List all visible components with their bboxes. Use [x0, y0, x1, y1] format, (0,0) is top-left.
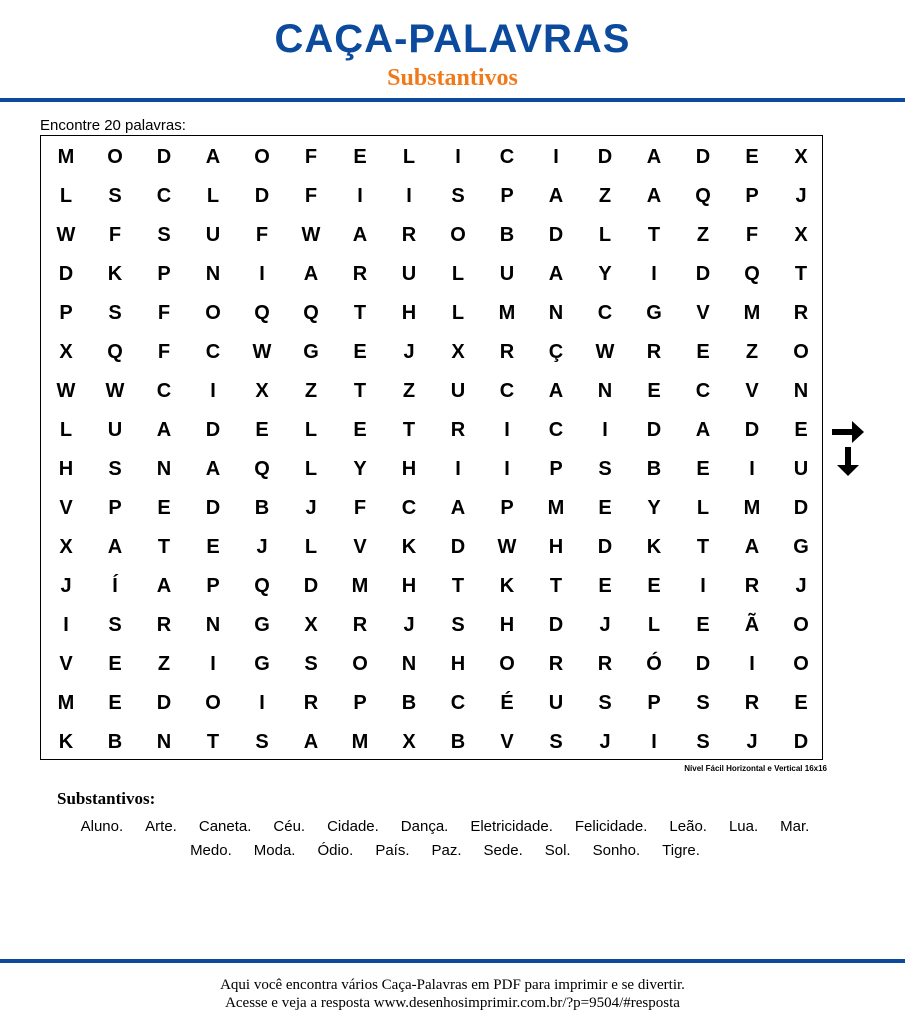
- grid-letter: P: [500, 185, 514, 207]
- grid-letter: Z: [745, 341, 759, 363]
- grid-letter: A: [450, 497, 466, 519]
- grid-letter: Z: [402, 380, 416, 402]
- grid-letter: I: [651, 731, 657, 753]
- grid-letter: Ç: [548, 341, 564, 363]
- grid-letter: L: [59, 419, 73, 441]
- grid-letter: Ã: [744, 614, 760, 636]
- grid-letter: B: [646, 458, 662, 480]
- grid-letter: I: [553, 146, 559, 168]
- grid-letter: S: [304, 653, 318, 675]
- grid-letter: E: [794, 419, 808, 441]
- level-note: Nível Fácil Horizontal e Vertical 16x16: [684, 764, 827, 773]
- grid-letter: F: [353, 497, 367, 519]
- grid-letter: L: [304, 536, 318, 558]
- word-list-item: Sol.: [544, 842, 571, 859]
- grid-letter: S: [157, 224, 171, 246]
- grid-letter: X: [402, 731, 416, 753]
- grid-letter: R: [744, 575, 760, 597]
- word-list-item: Paz.: [431, 842, 462, 859]
- grid-letter: O: [107, 146, 123, 168]
- grid-letter: P: [157, 263, 171, 285]
- word-list-item: Dança.: [400, 818, 449, 835]
- grid-letter: B: [450, 731, 466, 753]
- grid-letter: L: [206, 185, 220, 207]
- grid-letter: M: [498, 302, 516, 324]
- word-list-row-2: [40, 841, 850, 861]
- grid-letter: E: [647, 380, 661, 402]
- grid-letter: B: [401, 692, 417, 714]
- grid-letter: S: [696, 731, 710, 753]
- grid-letter: R: [401, 224, 417, 246]
- grid-letter: P: [549, 458, 563, 480]
- grid-letter: W: [252, 341, 272, 363]
- grid-letter: E: [255, 419, 269, 441]
- grid-letter: H: [401, 575, 417, 597]
- grid-letter: B: [499, 224, 515, 246]
- grid-letter: E: [598, 497, 612, 519]
- word-list-item: Céu.: [273, 818, 306, 835]
- word-list-item: Arte.: [145, 818, 177, 835]
- grid-letter: D: [450, 536, 466, 558]
- grid-letter: V: [696, 302, 710, 324]
- grid-letter: F: [304, 185, 318, 207]
- grid-letter: T: [402, 419, 416, 441]
- grid-letter: I: [259, 692, 265, 714]
- word-list-item: Eletricidade.: [470, 818, 553, 835]
- grid-letter: Q: [303, 302, 319, 324]
- grid-letter: F: [157, 341, 171, 363]
- word-list-item: Cidade.: [327, 818, 379, 835]
- grid-letter: R: [499, 341, 515, 363]
- vertical-arrow-icon: [830, 445, 866, 481]
- grid-letter: H: [58, 458, 74, 480]
- grid-letter: E: [598, 575, 612, 597]
- grid-letter: M: [351, 575, 369, 597]
- grid-letter: W: [595, 341, 615, 363]
- grid-letter: D: [548, 614, 564, 636]
- grid-letter: Ó: [646, 653, 662, 675]
- grid-letter: C: [205, 341, 221, 363]
- grid-letter: N: [156, 731, 172, 753]
- grid-letter: I: [210, 380, 216, 402]
- grid-letter: N: [401, 653, 417, 675]
- word-list-title: Substantivos:: [57, 789, 156, 808]
- grid-letter: R: [597, 653, 613, 675]
- grid-letter: A: [548, 263, 564, 285]
- grid-letter: W: [105, 380, 125, 402]
- grid-letter: D: [156, 146, 172, 168]
- word-list-item: Sonho.: [592, 842, 641, 859]
- grid-letter: K: [401, 536, 417, 558]
- grid-letter: E: [647, 575, 661, 597]
- page-title: CAÇA-PALAVRAS: [274, 17, 631, 61]
- grid-letter: S: [451, 614, 465, 636]
- grid-letter: T: [157, 536, 171, 558]
- grid-letter: I: [504, 419, 510, 441]
- grid-letter: B: [254, 497, 270, 519]
- grid-letter: Q: [744, 263, 760, 285]
- grid-letter: C: [156, 185, 172, 207]
- grid-letter: I: [357, 185, 363, 207]
- grid-letter: X: [794, 224, 808, 246]
- grid-letter: N: [548, 302, 564, 324]
- grid-letter: Í: [112, 575, 118, 597]
- grid-letter: J: [403, 614, 415, 636]
- grid-letter: C: [695, 380, 711, 402]
- grid-letter: I: [749, 458, 755, 480]
- grid-letter: T: [206, 731, 220, 753]
- grid-letter: L: [451, 263, 465, 285]
- grid-letter: V: [745, 380, 759, 402]
- grid-letter: S: [549, 731, 563, 753]
- grid-letter: D: [254, 185, 270, 207]
- grid-letter: S: [598, 692, 612, 714]
- grid-letter: R: [156, 614, 172, 636]
- grid-letter: A: [156, 575, 172, 597]
- grid-letter: G: [303, 341, 319, 363]
- grid-letter: S: [108, 185, 122, 207]
- grid-letter: V: [500, 731, 514, 753]
- grid-letter: Z: [157, 653, 171, 675]
- grid-letter: Z: [696, 224, 710, 246]
- grid-letter: E: [696, 341, 710, 363]
- grid-letter: A: [646, 146, 662, 168]
- grid-letter: M: [57, 146, 75, 168]
- grid-letter: I: [210, 653, 216, 675]
- grid-letter: Q: [254, 458, 270, 480]
- grid-letter: H: [548, 536, 564, 558]
- grid-letter: X: [304, 614, 318, 636]
- grid-letter: L: [402, 146, 416, 168]
- grid-letter: N: [793, 380, 809, 402]
- grid-letter: O: [793, 653, 809, 675]
- word-list-item: Aluno.: [80, 818, 124, 835]
- grid-letter: V: [59, 653, 73, 675]
- grid-letter: D: [695, 263, 711, 285]
- grid-letter: C: [156, 380, 172, 402]
- word-list-item: Lua.: [728, 818, 759, 835]
- grid-letter: W: [56, 380, 76, 402]
- grid-letter: W: [56, 224, 76, 246]
- grid-letter: O: [254, 146, 270, 168]
- grid-letter: F: [255, 224, 269, 246]
- grid-letter: O: [793, 614, 809, 636]
- grid-letter: J: [599, 731, 611, 753]
- grid-letter: H: [401, 458, 417, 480]
- footer-divider: [0, 959, 905, 963]
- grid-letter: I: [455, 146, 461, 168]
- grid-letter: R: [548, 653, 564, 675]
- grid-letter: D: [744, 419, 760, 441]
- grid-letter: J: [795, 575, 807, 597]
- grid-letter: W: [497, 536, 517, 558]
- grid-letter: D: [205, 419, 221, 441]
- grid-letter: O: [205, 692, 221, 714]
- header-divider: [0, 98, 905, 102]
- grid-letter: J: [305, 497, 317, 519]
- grid-letter: S: [255, 731, 269, 753]
- grid-letter: C: [499, 146, 515, 168]
- grid-letter: R: [303, 692, 319, 714]
- grid-letter: J: [60, 575, 72, 597]
- grid-letter: X: [59, 341, 73, 363]
- grid-letter: J: [795, 185, 807, 207]
- instructions: Encontre 20 palavras:: [40, 117, 186, 134]
- grid-letter: A: [205, 458, 221, 480]
- grid-letter: G: [254, 614, 270, 636]
- grid-letter: I: [602, 419, 608, 441]
- grid-letter: R: [352, 614, 368, 636]
- grid-letter: Q: [107, 341, 123, 363]
- grid-letter: L: [304, 419, 318, 441]
- grid-letter: F: [745, 224, 759, 246]
- grid-letter: A: [352, 224, 368, 246]
- word-list-item: Mar.: [780, 818, 810, 835]
- grid-letter: C: [401, 497, 417, 519]
- grid-letter: R: [450, 419, 466, 441]
- grid-letter: T: [696, 536, 710, 558]
- grid-letter: H: [499, 614, 515, 636]
- grid-letter: P: [353, 692, 367, 714]
- grid-letter: É: [500, 692, 514, 714]
- grid-letter: U: [499, 263, 515, 285]
- word-list-item: Sede.: [483, 842, 523, 859]
- grid-letter: E: [353, 341, 367, 363]
- grid-letter: T: [353, 380, 367, 402]
- grid-letter: A: [156, 419, 172, 441]
- grid-letter: S: [108, 302, 122, 324]
- grid-letter: J: [256, 536, 268, 558]
- grid-letter: N: [205, 614, 221, 636]
- grid-letter: Q: [254, 575, 270, 597]
- grid-letter: X: [451, 341, 465, 363]
- grid-letter: W: [301, 224, 321, 246]
- grid-letter: Y: [353, 458, 367, 480]
- grid-letter: D: [58, 263, 74, 285]
- grid-letter: O: [205, 302, 221, 324]
- grid-letter: D: [156, 692, 172, 714]
- grid-letter: K: [646, 536, 662, 558]
- grid-letter: E: [206, 536, 220, 558]
- grid-letter: A: [303, 263, 319, 285]
- grid-letter: O: [499, 653, 515, 675]
- grid-letter: T: [353, 302, 367, 324]
- grid-letter: L: [451, 302, 465, 324]
- grid-letter: I: [504, 458, 510, 480]
- grid-letter: D: [695, 653, 711, 675]
- grid-letter: E: [696, 614, 710, 636]
- grid-letter: I: [455, 458, 461, 480]
- grid-letter: S: [598, 458, 612, 480]
- grid-letter: E: [794, 692, 808, 714]
- grid-letter: O: [352, 653, 368, 675]
- grid-letter: A: [107, 536, 123, 558]
- grid-letter: F: [304, 146, 318, 168]
- word-list-item: Moda.: [253, 842, 296, 859]
- grid-letter: Z: [304, 380, 318, 402]
- grid-letter: N: [156, 458, 172, 480]
- grid-letter: X: [255, 380, 269, 402]
- grid-letter: F: [157, 302, 171, 324]
- word-list-row-1: [40, 817, 850, 837]
- grid-letter: A: [205, 146, 221, 168]
- grid-letter: M: [743, 497, 761, 519]
- word-list-item: Felicidade.: [574, 818, 648, 835]
- grid-letter: A: [695, 419, 711, 441]
- grid-letter: C: [597, 302, 613, 324]
- grid-letter: K: [58, 731, 74, 753]
- page-subtitle: Substantivos: [387, 65, 518, 91]
- word-list-item: Caneta.: [198, 818, 252, 835]
- grid-letter: S: [108, 458, 122, 480]
- grid-letter: H: [401, 302, 417, 324]
- grid-letter: D: [793, 731, 809, 753]
- grid-letter: Q: [695, 185, 711, 207]
- grid-letter: I: [651, 263, 657, 285]
- grid-letter: I: [749, 653, 755, 675]
- grid-letter: A: [303, 731, 319, 753]
- grid-letter: R: [646, 341, 662, 363]
- grid-letter: E: [745, 146, 759, 168]
- grid-letter: L: [647, 614, 661, 636]
- grid-letter: E: [353, 146, 367, 168]
- grid-letter: E: [696, 458, 710, 480]
- grid-letter: Y: [598, 263, 612, 285]
- grid-letter: I: [700, 575, 706, 597]
- word-list-item: Leão.: [669, 818, 707, 835]
- grid-letter: K: [107, 263, 123, 285]
- grid-letter: O: [450, 224, 466, 246]
- grid-letter: R: [793, 302, 809, 324]
- word-list-item: País.: [375, 842, 410, 859]
- grid-letter: B: [107, 731, 123, 753]
- grid-letter: P: [206, 575, 220, 597]
- grid-letter: C: [548, 419, 564, 441]
- grid-letter: J: [403, 341, 415, 363]
- grid-letter: D: [548, 224, 564, 246]
- grid-letter: J: [746, 731, 758, 753]
- grid-letter: J: [599, 614, 611, 636]
- grid-letter: S: [696, 692, 710, 714]
- grid-letter: T: [647, 224, 661, 246]
- grid-letter: G: [646, 302, 662, 324]
- grid-letter: D: [793, 497, 809, 519]
- grid-letter: A: [646, 185, 662, 207]
- grid-letter: E: [108, 692, 122, 714]
- word-list-item: Ódio.: [317, 842, 354, 859]
- grid-letter: Q: [254, 302, 270, 324]
- footer-line-1: Aqui você encontra vários Caça-Palavras em PDF para imprimir e se divertir.: [220, 977, 685, 993]
- grid-letter: H: [450, 653, 466, 675]
- grid-letter: U: [450, 380, 466, 402]
- grid-letter: D: [303, 575, 319, 597]
- grid-letter: X: [794, 146, 808, 168]
- grid-letter: R: [352, 263, 368, 285]
- word-list-item: Medo.: [190, 842, 232, 859]
- grid-letter: V: [59, 497, 73, 519]
- grid-letter: P: [745, 185, 759, 207]
- grid-letter: E: [108, 653, 122, 675]
- grid-letter: N: [205, 263, 221, 285]
- grid-letter: I: [259, 263, 265, 285]
- grid-letter: C: [450, 692, 466, 714]
- grid-letter: L: [696, 497, 710, 519]
- grid-letter: U: [793, 458, 809, 480]
- grid-letter: A: [548, 380, 564, 402]
- grid-letter: D: [646, 419, 662, 441]
- grid-letter: K: [499, 575, 515, 597]
- grid-letter: E: [157, 497, 171, 519]
- grid-letter: U: [107, 419, 123, 441]
- grid-letter: D: [695, 146, 711, 168]
- grid-letter: T: [549, 575, 563, 597]
- grid-letter: F: [108, 224, 122, 246]
- grid-letter: T: [794, 263, 808, 285]
- grid-letter: C: [499, 380, 515, 402]
- grid-letter: G: [793, 536, 809, 558]
- grid-letter: P: [59, 302, 73, 324]
- grid-letter: L: [598, 224, 612, 246]
- grid-letter: P: [108, 497, 122, 519]
- grid-letter: A: [744, 536, 760, 558]
- grid-letter: M: [547, 497, 565, 519]
- grid-letter: E: [353, 419, 367, 441]
- grid-letter: M: [351, 731, 369, 753]
- footer-line-2: Acesse e veja a resposta www.desenhosimprimir.com.br/?p=9504/#resposta: [225, 995, 680, 1011]
- grid-letter: U: [205, 224, 221, 246]
- grid-letter: O: [793, 341, 809, 363]
- word-search-grid: [40, 135, 823, 760]
- grid-letter: I: [406, 185, 412, 207]
- grid-letter: M: [743, 302, 761, 324]
- grid-letter: L: [59, 185, 73, 207]
- grid-letter: U: [401, 263, 417, 285]
- grid-letter: S: [451, 185, 465, 207]
- grid-letter: V: [353, 536, 367, 558]
- grid-letter: Z: [598, 185, 612, 207]
- grid-letter: D: [205, 497, 221, 519]
- grid-letter: L: [304, 458, 318, 480]
- grid-letter: M: [57, 692, 75, 714]
- grid-letter: I: [63, 614, 69, 636]
- grid-letter: G: [254, 653, 270, 675]
- grid-letter: A: [548, 185, 564, 207]
- grid-letter: R: [744, 692, 760, 714]
- grid-letter: D: [597, 146, 613, 168]
- grid-letter: T: [451, 575, 465, 597]
- grid-letter: P: [647, 692, 661, 714]
- word-list-item: Tigre.: [662, 842, 700, 859]
- grid-letter: Y: [647, 497, 661, 519]
- grid-letter: D: [597, 536, 613, 558]
- grid-letter: X: [59, 536, 73, 558]
- grid-letter: U: [548, 692, 564, 714]
- grid-letter: S: [108, 614, 122, 636]
- grid-letter: N: [597, 380, 613, 402]
- grid-letter: P: [500, 497, 514, 519]
